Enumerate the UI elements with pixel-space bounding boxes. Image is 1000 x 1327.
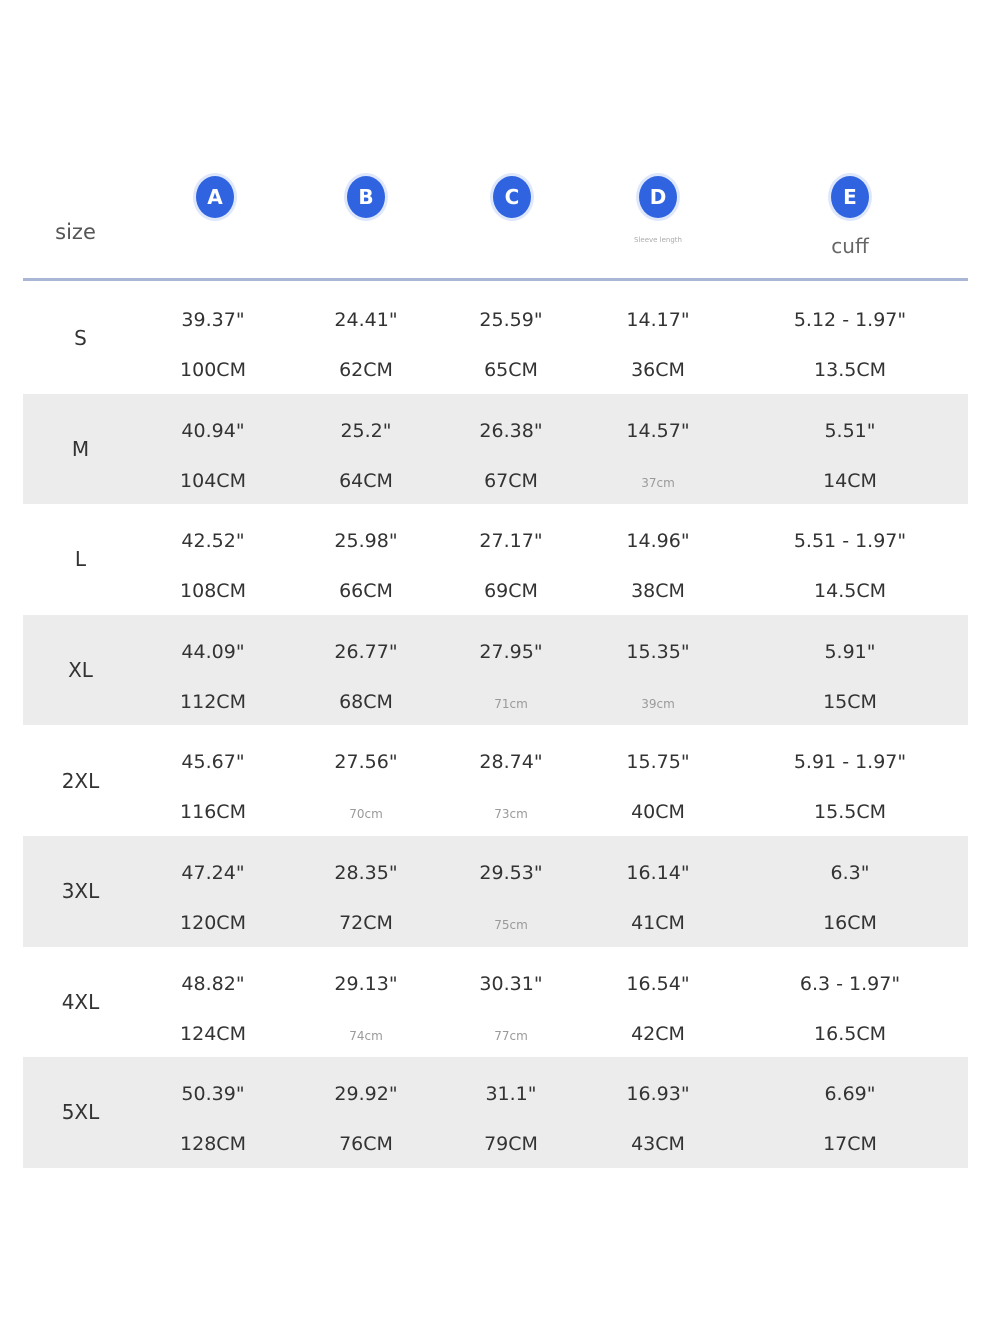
header-divider (23, 278, 968, 281)
cm-value: 116CM (180, 801, 246, 824)
column-b-badge: B (347, 176, 385, 218)
cm-value: 74cm (349, 1028, 383, 1043)
inch-value: 5.51" (824, 419, 876, 442)
inch-value: 25.59" (479, 309, 543, 331)
measurement-cell (583, 615, 733, 726)
measurement-cell (583, 1057, 733, 1168)
inch-value: 16.54" (626, 972, 690, 995)
measurement-cell (583, 504, 733, 615)
cm-value: 42CM (631, 1022, 685, 1045)
cm-value: 71cm (494, 696, 528, 711)
size-cell: XL (68, 658, 93, 683)
size-cell: S (74, 326, 87, 351)
inch-value: 29.13" (334, 972, 398, 995)
inch-value: 47.24" (181, 861, 245, 884)
column-e-header (790, 176, 910, 276)
cm-value: 65CM (484, 359, 538, 381)
measurement-cell (436, 947, 586, 1058)
cm-value: 15CM (823, 690, 877, 713)
column-a-badge: A (196, 176, 234, 218)
cm-value: 79CM (484, 1133, 538, 1156)
inch-value: 5.51 - 1.97" (793, 530, 907, 553)
inch-value: 25.98" (334, 530, 398, 553)
size-cell: 5XL (61, 1100, 100, 1125)
inch-value: 24.41" (334, 309, 398, 331)
cm-value: 67CM (484, 469, 538, 492)
cm-value: 14CM (823, 469, 877, 492)
measurement-cell (291, 836, 441, 947)
inch-value: 27.17" (479, 530, 543, 553)
measurement-cell (138, 394, 288, 505)
inch-value: 15.35" (626, 640, 690, 663)
measurement-cell (291, 504, 441, 615)
cm-value: 16CM (823, 911, 877, 934)
inch-value: 27.95" (479, 640, 543, 663)
inch-value: 28.74" (479, 751, 543, 774)
measurement-cell (138, 836, 288, 947)
inch-value: 30.31" (479, 972, 543, 995)
measurement-cell (138, 283, 288, 394)
measurement-cell (765, 725, 935, 836)
inch-value: 40.94" (181, 419, 245, 442)
inch-value: 16.14" (626, 861, 690, 884)
table-row (23, 725, 968, 836)
inch-value: 5.12 - 1.97" (793, 309, 907, 331)
cm-value: 75cm (494, 917, 528, 932)
inch-value: 50.39" (181, 1083, 245, 1106)
cm-value: 73cm (494, 807, 528, 822)
column-d-caption: Sleeve length (634, 236, 682, 244)
measurement-cell (583, 394, 733, 505)
cm-value: 13.5CM (814, 359, 886, 381)
cm-value: 100CM (180, 359, 246, 381)
cm-value: 38CM (631, 580, 685, 603)
measurement-cell (291, 1057, 441, 1168)
cm-value: 76CM (339, 1133, 393, 1156)
measurement-cell (765, 504, 935, 615)
cm-value: 128CM (180, 1133, 246, 1156)
cm-value: 14.5CM (814, 580, 886, 603)
size-cell: L (74, 547, 87, 572)
cm-value: 69CM (484, 580, 538, 603)
inch-value: 15.75" (626, 751, 690, 774)
cm-value: 124CM (180, 1022, 246, 1045)
cm-value: 120CM (180, 911, 246, 934)
size-cell: 2XL (61, 768, 100, 793)
measurement-cell (138, 725, 288, 836)
cm-value: 41CM (631, 911, 685, 934)
measurement-cell (291, 283, 441, 394)
measurement-cell (583, 836, 733, 947)
inch-value: 6.69" (824, 1083, 876, 1106)
inch-value: 31.1" (485, 1083, 537, 1106)
measurement-cell (436, 836, 586, 947)
measurement-cell (765, 394, 935, 505)
size-column-label: size (55, 220, 96, 244)
column-c-badge: C (493, 176, 531, 218)
measurement-cell (436, 283, 586, 394)
cm-value: 17CM (823, 1133, 877, 1156)
measurement-cell (436, 1057, 586, 1168)
measurement-cell (138, 615, 288, 726)
cm-value: 64CM (339, 469, 393, 492)
cm-value: 40CM (631, 801, 685, 824)
measurement-cell (291, 725, 441, 836)
cm-value: 77cm (494, 1028, 528, 1043)
inch-value: 26.38" (479, 419, 543, 442)
inch-value: 5.91" (824, 640, 876, 663)
measurement-cell (291, 615, 441, 726)
column-b-header (326, 176, 406, 276)
cm-value: 15.5CM (814, 801, 886, 824)
cm-value: 43CM (631, 1133, 685, 1156)
inch-value: 29.53" (479, 861, 543, 884)
cm-value: 108CM (180, 580, 246, 603)
cm-value: 62CM (339, 359, 393, 381)
inch-value: 6.3" (830, 861, 870, 884)
measurement-cell (291, 394, 441, 505)
cm-value: 39cm (641, 696, 675, 711)
measurement-cell (138, 1057, 288, 1168)
cm-value: 66CM (339, 580, 393, 603)
measurement-cell (436, 725, 586, 836)
cm-value: 104CM (180, 469, 246, 492)
measurement-cell (765, 283, 935, 394)
measurement-cell (765, 836, 935, 947)
table-row (23, 947, 968, 1058)
cm-value: 36CM (631, 359, 685, 381)
measurement-cell (583, 947, 733, 1058)
cm-value: 70cm (349, 807, 383, 822)
cm-value: 68CM (339, 690, 393, 713)
inch-value: 29.92" (334, 1083, 398, 1106)
size-table (23, 283, 968, 1168)
measurement-cell (436, 504, 586, 615)
inch-value: 6.3 - 1.97" (799, 972, 901, 995)
inch-value: 14.17" (626, 309, 690, 331)
inch-value: 39.37" (181, 309, 245, 331)
inch-value: 48.82" (181, 972, 245, 995)
size-cell: 3XL (61, 879, 100, 904)
table-row (23, 615, 968, 726)
inch-value: 27.56" (334, 751, 398, 774)
cm-value: 112CM (180, 690, 246, 713)
column-a-header (175, 176, 255, 276)
column-e-badge: E (831, 176, 869, 218)
inch-value: 14.57" (626, 419, 690, 442)
inch-value: 42.52" (181, 530, 245, 553)
table-header (23, 150, 968, 280)
measurement-cell (765, 615, 935, 726)
measurement-cell (436, 615, 586, 726)
table-row (23, 283, 968, 394)
inch-value: 16.93" (626, 1083, 690, 1106)
size-cell: 4XL (61, 989, 100, 1014)
measurement-cell (138, 504, 288, 615)
measurement-cell (583, 725, 733, 836)
inch-value: 26.77" (334, 640, 398, 663)
inch-value: 44.09" (181, 640, 245, 663)
measurement-cell (765, 947, 935, 1058)
table-row (23, 1057, 968, 1168)
column-d-badge: D (639, 176, 677, 218)
cm-value: 37cm (641, 475, 675, 490)
table-row (23, 836, 968, 947)
inch-value: 28.35" (334, 861, 398, 884)
table-row (23, 394, 968, 505)
measurement-cell (765, 1057, 935, 1168)
column-d-header (618, 176, 698, 276)
inch-value: 45.67" (181, 751, 245, 774)
cm-value: 16.5CM (814, 1022, 886, 1045)
measurement-cell (436, 394, 586, 505)
inch-value: 14.96" (626, 530, 690, 553)
inch-value: 25.2" (340, 419, 392, 442)
size-cell: M (71, 436, 90, 461)
inch-value: 5.91 - 1.97" (793, 751, 907, 774)
measurement-cell (583, 283, 733, 394)
measurement-cell (291, 947, 441, 1058)
column-e-caption: cuff (831, 234, 869, 258)
column-c-header (472, 176, 552, 276)
cm-value: 72CM (339, 911, 393, 934)
table-row (23, 504, 968, 615)
measurement-cell (138, 947, 288, 1058)
